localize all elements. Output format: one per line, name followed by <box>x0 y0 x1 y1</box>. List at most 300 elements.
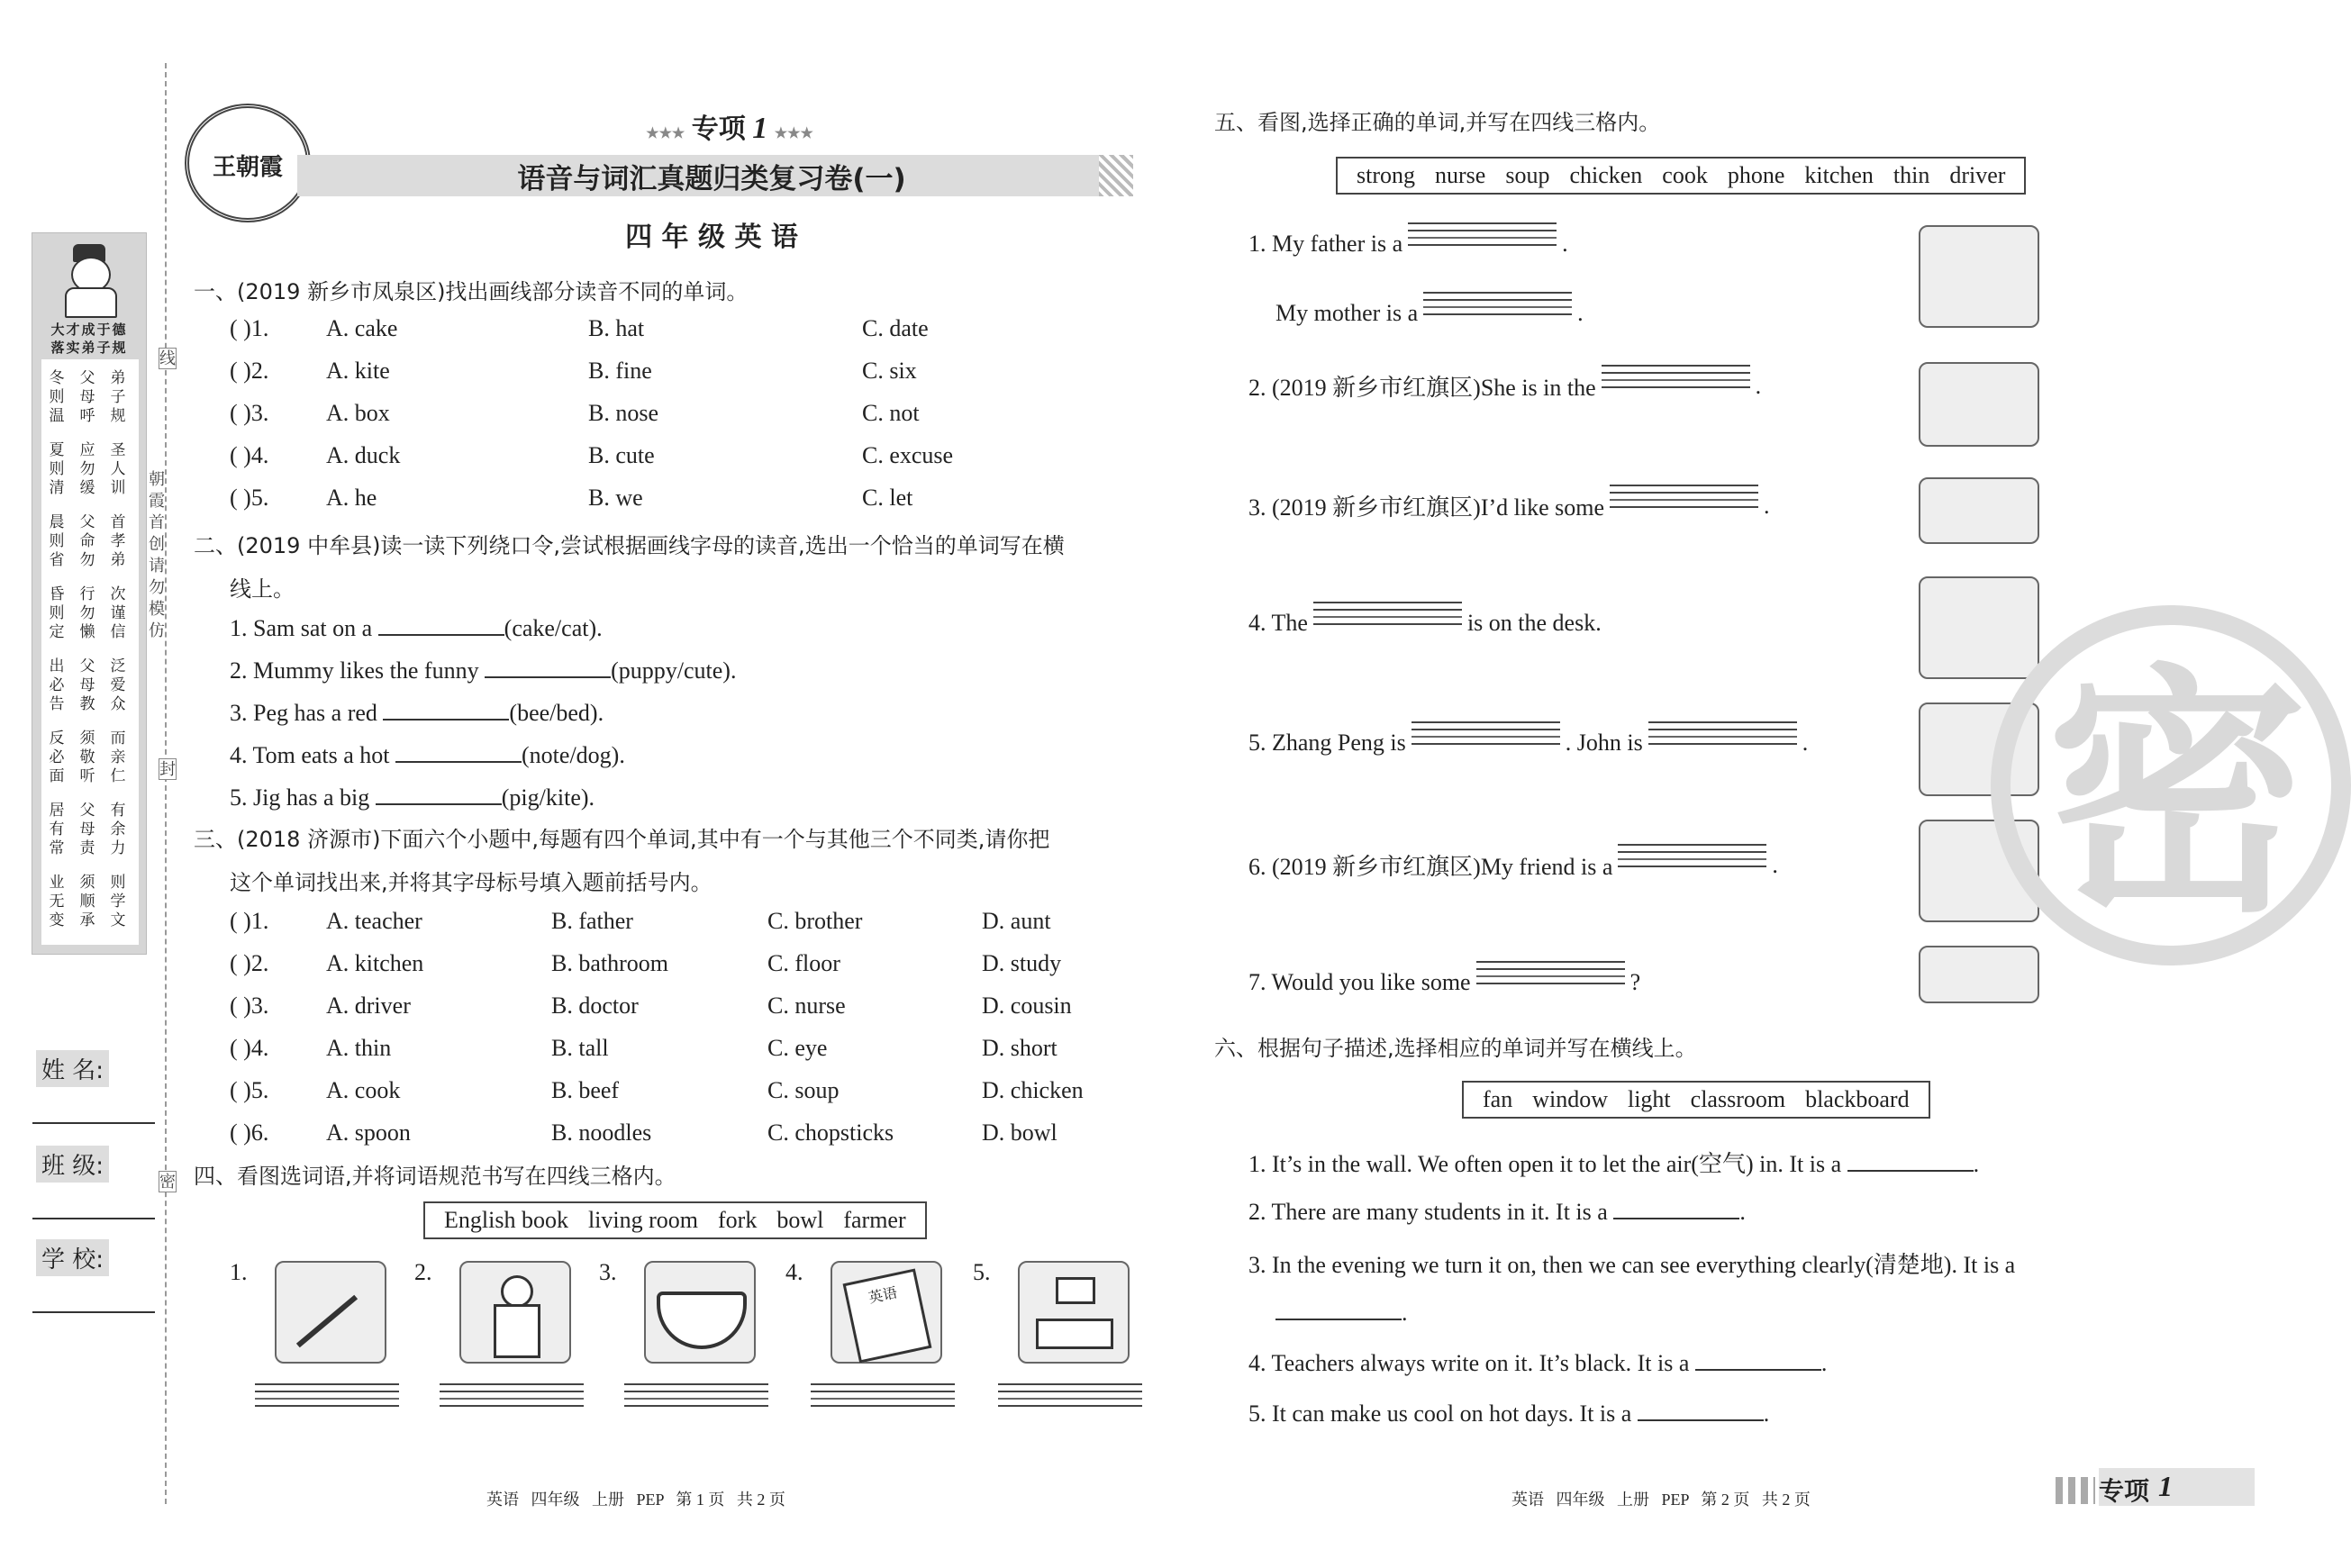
picture-item <box>1248 729 1808 757</box>
guide-line <box>998 1405 1142 1407</box>
item-number: ( )2. <box>230 358 269 384</box>
class-label: 班 级: <box>36 1146 109 1183</box>
option-a: A. kite <box>326 358 390 384</box>
description-item <box>1248 1246 2015 1280</box>
sentence-start: 3. Peg has a red <box>230 700 377 726</box>
word-option: chicken <box>1569 162 1643 188</box>
sentence-start: 5. Jig has a big <box>230 784 370 811</box>
book-illustration <box>831 1261 942 1364</box>
sentence-start: 3. (2019 新乡市红旗区)I’d like some <box>1248 494 1605 521</box>
stamp-text: 密 <box>2047 644 2308 947</box>
picture-item <box>1248 489 1770 522</box>
guide-line <box>1313 602 1462 603</box>
section5-title: 五、看图,选择正确的单词,并写在四线三格内。 <box>1214 110 1661 135</box>
chicken-illustration <box>1919 946 2039 1003</box>
option-a: A. box <box>326 400 390 426</box>
option-d: D. chicken <box>982 1077 1084 1103</box>
sentence-start: 1. My father is a <box>1248 231 1403 257</box>
writing-lines[interactable] <box>1408 222 1557 251</box>
kitchen-illustration <box>1919 362 2039 447</box>
option-c: C. let <box>862 485 913 511</box>
guide-line <box>1610 506 1758 508</box>
guide-line <box>1476 961 1625 963</box>
word-choices: (bee/bed). <box>509 700 604 726</box>
poem-column: 须顺承 <box>79 874 95 929</box>
writing-lines[interactable] <box>440 1383 584 1412</box>
poem-column: 出必告 <box>49 657 65 712</box>
word-option: driver <box>1949 162 2006 188</box>
sentence-start: 2. Mummy likes the funny <box>230 657 479 684</box>
option-c: C. nurse <box>767 992 846 1019</box>
guide-line <box>1618 851 1766 853</box>
option-a: A. cook <box>326 1077 401 1103</box>
option-b: B. noodles <box>551 1119 652 1146</box>
item-number: ( )3. <box>230 400 269 426</box>
item-number: ( )2. <box>230 950 269 976</box>
guide-line <box>624 1405 768 1407</box>
picture-item <box>1248 369 1761 403</box>
title-band-pattern <box>1099 155 1133 196</box>
answer-blank[interactable] <box>1847 1148 1974 1172</box>
poem-column: 昏则定 <box>49 585 65 640</box>
description-item <box>1248 1146 1979 1179</box>
section4-title: 四、看图选词语,并将词语规范书写在四线三格内。 <box>194 1164 676 1189</box>
binding-word-1: 线 <box>159 349 176 367</box>
picture-item <box>1248 848 1778 882</box>
writing-lines[interactable] <box>1423 292 1572 321</box>
item-number: ( )6. <box>230 1119 269 1146</box>
section2-title: 二、(2019 中牟县)读一读下列绕口令,尝试根据画线字母的读音,选出一个恰当的单词写在横 <box>194 533 1065 558</box>
child-figure-icon <box>58 244 121 316</box>
footer-tag-pattern <box>2056 1477 2095 1504</box>
sentence-start: 5. Zhang Peng is <box>1248 730 1406 756</box>
word-option: light <box>1627 1086 1671 1112</box>
guide-line <box>255 1391 399 1392</box>
writing-lines[interactable] <box>1412 721 1560 750</box>
section2-title-cont: 线上。 <box>230 576 295 602</box>
option-b: B. beef <box>551 1077 620 1103</box>
poem-column: 反必面 <box>49 730 65 784</box>
guide-line <box>1408 222 1557 224</box>
answer-slot[interactable] <box>250 1075 279 1106</box>
answer-blank[interactable] <box>1613 1196 1739 1219</box>
sentence-start: 4. Tom eats a hot <box>230 742 390 768</box>
logo-text: 王朝霞 <box>212 154 283 180</box>
word-option: fan <box>1483 1086 1513 1112</box>
word-option: classroom <box>1690 1086 1786 1112</box>
sentence-end: . <box>1763 1400 1770 1427</box>
binding-word-3: 密 <box>159 1173 176 1191</box>
sentence-start: 6. (2019 新乡市红旗区)My friend is a <box>1248 854 1613 880</box>
logo <box>185 104 311 222</box>
guide-line <box>1313 623 1462 625</box>
word-choices: (pig/kite). <box>501 784 595 811</box>
writing-lines[interactable] <box>1602 365 1750 394</box>
sentence-end: . <box>1755 372 1762 399</box>
sentence-end: . <box>1739 1199 1746 1225</box>
option-b: B. we <box>588 485 643 511</box>
sofa-shape <box>1036 1319 1113 1349</box>
guide-line <box>1648 743 1797 745</box>
word-option: kitchen <box>1804 162 1874 188</box>
guide-line <box>255 1383 399 1385</box>
living-room-illustration <box>1018 1261 1130 1364</box>
word-choices: (note/dog). <box>522 742 625 768</box>
school-label: 学 校: <box>36 1239 109 1276</box>
option-a: A. spoon <box>326 1119 411 1146</box>
guide-line <box>1423 306 1572 308</box>
footer-tag-label: 专项 <box>2099 1476 2150 1506</box>
farmer-illustration <box>459 1261 571 1364</box>
guide-line <box>1610 485 1758 486</box>
poem-column: 父母责 <box>79 802 95 857</box>
word-option: farmer <box>843 1207 906 1233</box>
guide-line <box>440 1398 584 1400</box>
guide-line <box>998 1383 1142 1385</box>
section3-title: 三、(2018 济源市)下面六个小题中,每题有四个单词,其中有一个与其他三个不同类,请你把 <box>194 827 1050 852</box>
word-option: soup <box>1505 162 1550 188</box>
item-number: 2. <box>414 1259 432 1285</box>
binding-word-2: 封 <box>159 760 176 778</box>
guide-line <box>1408 244 1557 246</box>
guide-line <box>440 1405 584 1407</box>
guide-line <box>1610 499 1758 501</box>
poem-column: 则学文 <box>110 874 126 929</box>
writing-lines[interactable] <box>1476 961 1625 990</box>
answer-slot[interactable] <box>250 313 279 344</box>
description-item <box>1248 1196 1746 1226</box>
guide-line <box>998 1391 1142 1392</box>
series-number: 1 <box>752 112 768 145</box>
guide-line <box>998 1398 1142 1400</box>
book-cover-shape <box>843 1268 932 1363</box>
option-b: B. tall <box>551 1035 609 1061</box>
series-label: 专项 <box>691 113 746 145</box>
word-option: strong <box>1357 162 1415 188</box>
poem-column: 须敬听 <box>79 730 95 784</box>
picture-item <box>1275 299 1584 328</box>
option-a: A. teacher <box>326 908 422 934</box>
option-a: A. thin <box>326 1035 392 1061</box>
school-field[interactable] <box>32 1311 155 1313</box>
word-option: living room <box>587 1207 699 1233</box>
bowl-illustration <box>644 1261 756 1364</box>
item-number: ( )1. <box>230 908 269 934</box>
guide-line <box>1476 975 1625 977</box>
answer-slot[interactable] <box>250 1118 279 1148</box>
sentence-start: 2. (2019 新乡市红旗区)She is in the <box>1248 375 1596 401</box>
section4-word-box <box>423 1201 927 1239</box>
farmer-body-shape <box>494 1304 540 1358</box>
option-b: B. nose <box>588 400 658 426</box>
option-a: A. cake <box>326 315 398 341</box>
description-item <box>1275 1297 1408 1327</box>
class-field[interactable] <box>32 1218 155 1219</box>
picture-item <box>1248 230 1568 258</box>
option-c: C. excuse <box>862 442 954 468</box>
writing-lines[interactable] <box>255 1383 399 1412</box>
section3-title-cont: 这个单词找出来,并将其字母标号填入题前括号内。 <box>230 870 713 895</box>
tongue-twister-item <box>230 612 603 642</box>
sentence-start: My mother is a <box>1275 300 1419 326</box>
word-option: window <box>1532 1086 1608 1112</box>
option-c: C. not <box>862 400 920 426</box>
footer-tag-band <box>2099 1468 2255 1506</box>
answer-blank[interactable] <box>383 697 509 721</box>
sentence-start: 4. The <box>1248 610 1308 636</box>
option-b: B. father <box>551 908 633 934</box>
poem-column: 夏则清 <box>49 441 65 496</box>
tongue-twister-item <box>230 782 595 811</box>
writing-lines[interactable] <box>811 1383 955 1412</box>
slogan-line-1: 大才成于德 <box>50 323 128 338</box>
word-choices: (cake/cat). <box>504 615 603 641</box>
farmer-head-shape <box>501 1275 533 1308</box>
book-cover-title: 英语 <box>867 1283 899 1307</box>
binding-line <box>165 63 167 1504</box>
item-number: ( )5. <box>230 485 269 511</box>
word-option: English book <box>444 1207 568 1233</box>
sentence-end: . <box>1973 1151 1980 1177</box>
item-number: ( )4. <box>230 442 269 468</box>
guide-line <box>1476 983 1625 984</box>
section6-title: 六、根据句子描述,选择相应的单词并写在横线上。 <box>1214 1036 1697 1061</box>
poem-column: 圣人训 <box>110 441 126 496</box>
sentence-start: 7. Would you like some <box>1248 969 1471 995</box>
poem-column: 弟子规 <box>110 369 126 424</box>
option-c: C. date <box>862 315 929 341</box>
guide-line <box>1648 721 1797 723</box>
option-c: C. soup <box>767 1077 840 1103</box>
parents-illustration <box>1919 225 2039 328</box>
wall-picture-shape <box>1056 1277 1095 1304</box>
writing-lines[interactable] <box>1618 844 1766 873</box>
option-d: D. study <box>982 950 1062 976</box>
poem-column: 次谨信 <box>110 585 126 640</box>
sentence-end: ? <box>1629 969 1641 995</box>
guide-line <box>1602 379 1750 381</box>
poem-column: 晨则省 <box>49 513 65 568</box>
fork-handle-shape <box>296 1295 358 1348</box>
word-option: cook <box>1662 162 1708 188</box>
description-item <box>1248 1398 1769 1428</box>
word-option: phone <box>1727 162 1785 188</box>
option-c: C. six <box>862 358 917 384</box>
option-b: B. hat <box>588 315 645 341</box>
item-number: ( )5. <box>230 1077 269 1103</box>
answer-blank[interactable] <box>378 612 504 636</box>
guide-line <box>811 1383 955 1385</box>
word-option: thin <box>1893 162 1930 188</box>
desk-illustration <box>1919 576 2039 679</box>
item-number: ( )4. <box>230 1035 269 1061</box>
item-number: ( )1. <box>230 315 269 341</box>
guide-line <box>1408 237 1557 239</box>
guide-line <box>255 1405 399 1407</box>
sentence-end: . <box>1764 492 1770 519</box>
answer-slot[interactable] <box>250 356 279 386</box>
word-choices: (puppy/cute). <box>611 657 737 684</box>
sentence-start: 2. There are many students in it. It is a <box>1248 1199 1608 1225</box>
guide-line <box>1313 609 1462 611</box>
picture-item <box>1248 968 1640 997</box>
sidebar-panel <box>32 232 147 955</box>
bowl-shape <box>657 1292 747 1349</box>
poem-column: 有余力 <box>110 802 126 857</box>
description-item <box>1248 1347 1827 1377</box>
guide-line <box>624 1391 768 1392</box>
stars-right: ★★★ <box>774 126 813 141</box>
answer-blank[interactable] <box>376 782 502 805</box>
guide-line <box>811 1405 955 1407</box>
guide-line <box>1423 299 1572 301</box>
guide-line <box>1618 858 1766 860</box>
answer-slot[interactable] <box>250 906 279 937</box>
name-field[interactable] <box>32 1122 155 1124</box>
sentence-end: . <box>1802 730 1809 756</box>
sentence-start: 3. In the evening we turn it on, then we can see everything clearly(清楚地). It is a <box>1248 1252 2016 1278</box>
option-c: C. floor <box>767 950 840 976</box>
poem-column: 业无变 <box>49 874 65 929</box>
sentence-end: . <box>1577 300 1584 326</box>
footer-tag-number: 1 <box>2158 1470 2173 1502</box>
poem-column: 泛爱众 <box>110 657 126 712</box>
tongue-twister-item <box>230 655 736 684</box>
poem-column: 居有常 <box>49 802 65 857</box>
guide-line <box>1648 729 1797 730</box>
name-label: 姓 名: <box>36 1050 109 1087</box>
guide-line <box>1618 866 1766 867</box>
poem-column: 应勿缓 <box>79 441 95 496</box>
secret-stamp <box>1991 605 2351 965</box>
sentence-start: 5. It can make us cool on hot days. It is a <box>1248 1400 1632 1427</box>
option-c: C. eye <box>767 1035 828 1061</box>
poem-column: 行勿懒 <box>79 585 95 640</box>
writing-lines[interactable] <box>624 1383 768 1412</box>
subject-subtitle: 四 年 级 英 语 <box>625 222 798 253</box>
answer-blank[interactable] <box>485 655 611 678</box>
sentence-end: . <box>1402 1300 1408 1326</box>
option-a: A. he <box>326 485 377 511</box>
item-number: ( )3. <box>230 992 269 1019</box>
guide-line <box>1618 844 1766 846</box>
guide-line <box>811 1391 955 1392</box>
binding-note: 朝霞首创请勿模仿 <box>149 470 165 639</box>
guide-line <box>1610 492 1758 494</box>
sentence-end: . <box>1562 231 1568 257</box>
item-number: 3. <box>599 1259 617 1285</box>
poem-grid <box>41 359 139 945</box>
section1-title: 一、(2019 新乡市凤泉区)找出画线部分读音不同的单词。 <box>194 279 749 304</box>
footer-right: 英语 四年级 上册 PEP 第 2 页 共 2 页 <box>1511 1491 1811 1509</box>
guide-line <box>624 1383 768 1385</box>
guide-line <box>1602 365 1750 367</box>
sentence-end: . <box>1772 851 1778 878</box>
poem-column: 而亲仁 <box>110 730 126 784</box>
guide-line <box>440 1383 584 1385</box>
writing-lines[interactable] <box>1648 721 1797 750</box>
guide-line <box>1408 230 1557 231</box>
option-b: B. bathroom <box>551 950 668 976</box>
word-option: nurse <box>1435 162 1486 188</box>
section5-word-box <box>1336 157 2026 195</box>
guide-line <box>1602 386 1750 388</box>
item-number: 5. <box>973 1259 991 1285</box>
word-option: bowl <box>776 1207 824 1233</box>
sentence-middle: . John is <box>1565 730 1643 756</box>
guide-line <box>624 1398 768 1400</box>
option-d: D. bowl <box>982 1119 1057 1146</box>
sentence-end: . <box>1820 1350 1828 1376</box>
sentence-start: 1. It’s in the wall. We often open it to let the air(空气) in. It is a <box>1248 1151 1842 1177</box>
option-c: C. brother <box>767 908 863 934</box>
option-b: B. fine <box>588 358 652 384</box>
answer-blank[interactable] <box>395 739 522 763</box>
poem-column: 父母呼 <box>79 369 95 424</box>
word-option: fork <box>718 1207 758 1233</box>
option-a: A. duck <box>326 442 401 468</box>
item-number: 4. <box>785 1259 803 1285</box>
writing-lines[interactable] <box>998 1383 1142 1412</box>
writing-lines[interactable] <box>1313 602 1462 630</box>
option-d: D. aunt <box>982 908 1051 934</box>
guide-line <box>1412 721 1560 723</box>
answer-blank[interactable] <box>1695 1347 1821 1371</box>
page-title: 语音与词汇真题归类复习卷(一) <box>517 163 906 195</box>
word-option: blackboard <box>1805 1086 1910 1112</box>
stars-left: ★★★ <box>646 126 685 141</box>
guide-line <box>1412 729 1560 730</box>
guide-line <box>1423 292 1572 294</box>
writing-lines[interactable] <box>1610 485 1758 513</box>
answer-slot[interactable] <box>250 440 279 471</box>
answer-slot[interactable] <box>250 398 279 429</box>
guide-line <box>440 1391 584 1392</box>
sentence-end: is on the desk. <box>1466 610 1602 636</box>
soup-bowl-illustration <box>1919 477 2039 544</box>
answer-slot[interactable] <box>250 991 279 1021</box>
item-number: 1. <box>230 1259 248 1285</box>
sentence-start: 4. Teachers always write on it. It’s black. It is a <box>1248 1350 1690 1376</box>
answer-blank[interactable] <box>1275 1297 1402 1320</box>
tongue-twister-item <box>230 739 625 769</box>
guide-line <box>1648 736 1797 738</box>
option-b: B. cute <box>588 442 655 468</box>
guide-line <box>255 1398 399 1400</box>
option-b: B. doctor <box>551 992 639 1019</box>
fork-illustration <box>275 1261 386 1364</box>
answer-slot[interactable] <box>250 483 279 513</box>
slogan-line-2: 落实弟子规 <box>50 341 128 356</box>
series-heading <box>622 106 838 146</box>
picture-item <box>1248 609 1602 638</box>
option-a: A. kitchen <box>326 950 424 976</box>
guide-line <box>1423 313 1572 315</box>
poem-column: 父母教 <box>79 657 95 712</box>
guide-line <box>1476 968 1625 970</box>
answer-blank[interactable] <box>1638 1398 1764 1421</box>
sentence-start: 1. Sam sat on a <box>230 615 373 641</box>
option-a: A. driver <box>326 992 411 1019</box>
poem-column: 首孝弟 <box>110 513 126 568</box>
guide-line <box>1602 372 1750 374</box>
guide-line <box>1313 616 1462 618</box>
answer-slot[interactable] <box>250 948 279 979</box>
answer-slot[interactable] <box>250 1033 279 1064</box>
option-c: C. chopsticks <box>767 1119 894 1146</box>
footer-left: 英语 四年级 上册 PEP 第 1 页 共 2 页 <box>486 1491 785 1509</box>
guide-line <box>1412 743 1560 745</box>
